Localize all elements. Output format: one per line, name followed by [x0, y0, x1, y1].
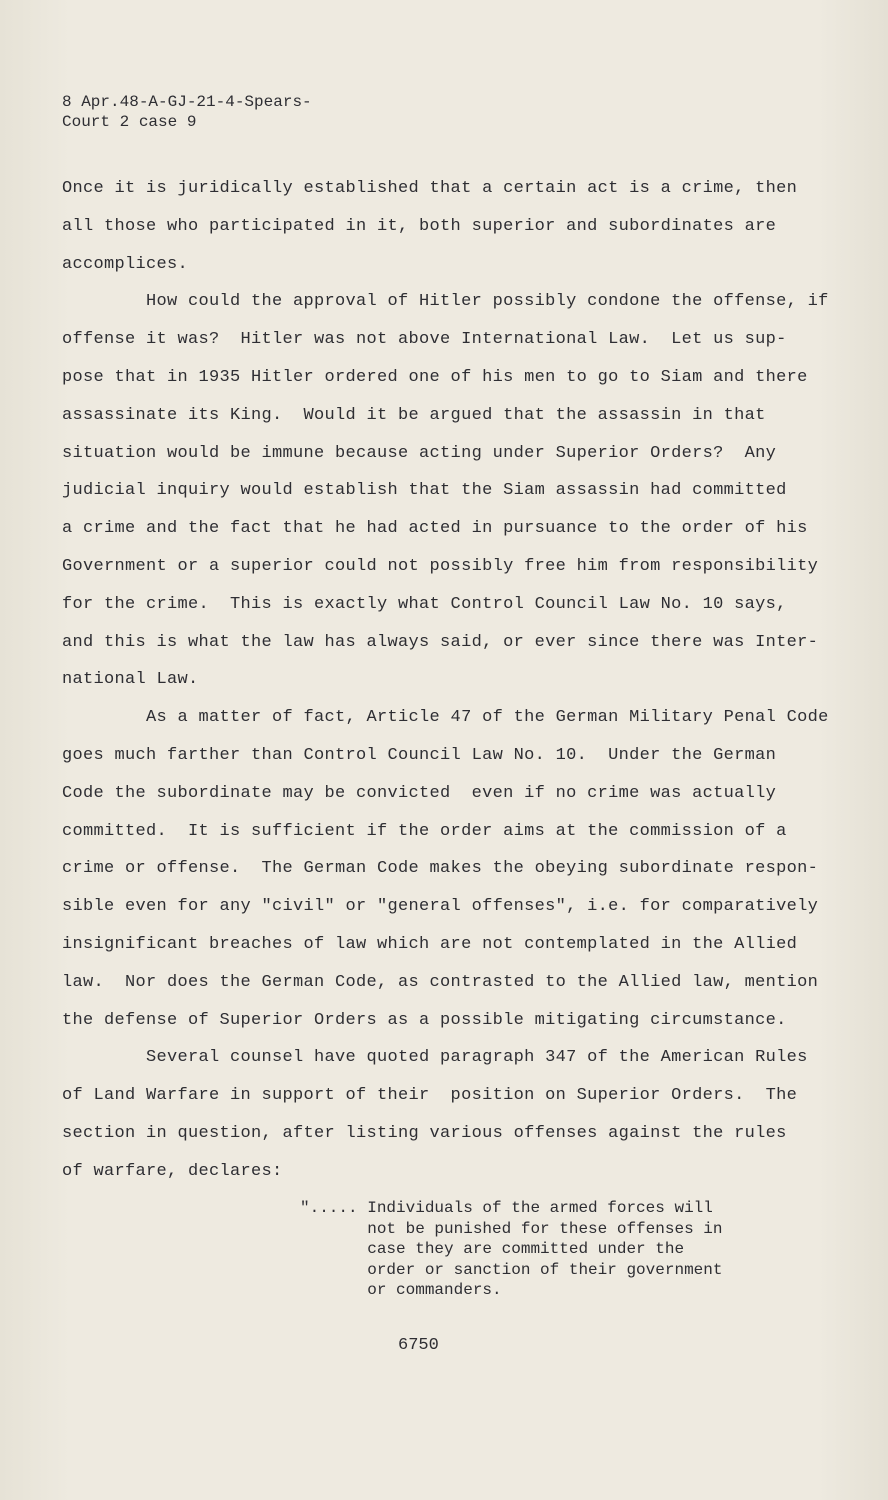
text-line: Government or a superior could not possibly free him from responsibility	[62, 556, 819, 576]
text-line: goes much farther than Control Council Law No. 10. Under the German	[62, 745, 777, 765]
text-line: How could the approval of Hitler possibly condone the offense, if	[62, 292, 829, 312]
header-line: 8 Apr.48-A-GJ-21-4-Spears-	[62, 93, 312, 111]
text-line: pose that in 1935 Hitler ordered one of his men to go to Siam and there	[62, 367, 808, 387]
text-line: and this is what the law has always said, or ever since there was Inter-	[62, 632, 819, 652]
page-number: 6750	[398, 1336, 439, 1355]
text-line: Several counsel have quoted paragraph 347 of the American Rules	[62, 1048, 808, 1068]
text-line: order or sanction of their government	[300, 1260, 723, 1279]
text-line: of warfare, declares:	[62, 1161, 283, 1181]
text-line: law. Nor does the German Code, as contrasted to the Allied law, mention	[62, 972, 819, 992]
text-line: assassinate its King. Would it be argued that the assassin in that	[62, 405, 766, 425]
text-line: insignificant breaches of law which are not contemplated in the Allied	[62, 934, 798, 954]
text-line: section in question, after listing various offenses against the rules	[62, 1123, 787, 1143]
header-line: Court 2 case 9	[62, 113, 197, 131]
text-line: not be punished for these offenses in	[300, 1219, 723, 1238]
text-line: or commanders.	[300, 1281, 502, 1299]
text-line: case they are committed under the	[300, 1240, 685, 1258]
text-line: of Land Warfare in support of their position on Superior Orders. The	[62, 1086, 798, 1106]
text-line: Code the subordinate may be convicted even if no crime was actually	[62, 783, 777, 803]
text-line: the defense of Superior Orders as a possible mitigating circumstance.	[62, 1010, 787, 1030]
text-line: "..... Individuals of the armed forces will	[300, 1199, 713, 1217]
text-line: national Law.	[62, 670, 199, 690]
block-quote	[300, 1198, 722, 1301]
document-body	[62, 170, 829, 1191]
text-line: a crime and the fact that he had acted in pursuance to the order of his	[62, 519, 808, 539]
text-line: situation would be immune because acting under Superior Orders? Any	[62, 443, 777, 463]
text-line: offense it was? Hitler was not above International Law. Let us sup-	[62, 330, 787, 350]
text-line: accomplices.	[62, 254, 189, 274]
text-line: judicial inquiry would establish that the Siam assassin had committed	[62, 481, 787, 501]
document-header	[62, 92, 312, 132]
text-line: As a matter of fact, Article 47 of the German Military Penal Code	[62, 708, 829, 728]
text-line: all those who participated in it, both superior and subordinates are	[62, 216, 777, 236]
text-line: for the crime. This is exactly what Control Council Law No. 10 says,	[62, 594, 787, 614]
text-line: sible even for any "civil" or "general offenses", i.e. for comparatively	[62, 897, 819, 917]
text-line: Once it is juridically established that a certain act is a crime, then	[62, 179, 798, 198]
text-line: committed. It is sufficient if the order aims at the commission of a	[62, 821, 787, 841]
text-line: crime or offense. The German Code makes the obeying subordinate respon-	[62, 859, 819, 879]
